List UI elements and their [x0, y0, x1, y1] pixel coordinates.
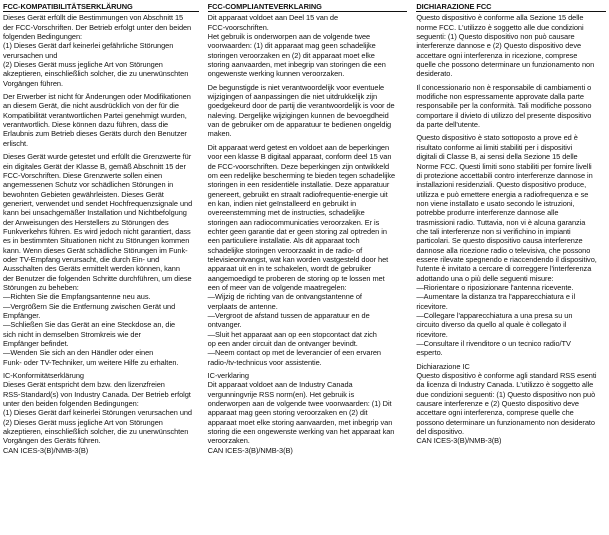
italian-modifications-notice: Il concessionario non è responsabile di cambiamenti o modifiche non espressamente approvate dalla parte responsabile per la conformità. Tali modifiche possono comportare il divieto di utilizzo del presente dispositivo da parte dell'utente.	[416, 82, 592, 130]
italian-column	[416, 2, 606, 535]
dutch-class-b-statement: Dit apparaat werd getest en voldoet aan de beperkingen voor een klasse B digitaal apparaat, conform deel 15 van de FCC-voorschriften. Deze beperkingen zijn ontwikkeld om een redelijke bescherming te bieden tegen schadelijke storingen in een residentiële installatie. Deze apparatuur genereert, gebruikt en straalt radiofrequentie-energie uit en kan, indien niet geïnstalleerd en gebruikt in overeenstemming met de instructies, schadelijke storingen aan radiocommunicaties veroorzaken. Er is echter geen garantie dat er geen storing zal optreden in een particuliere installatie. Als dit apparaat toch schadelijke storingen veroorzaakt in de radio- of televisieontvangst, wat kan worden vastgesteld door het apparaat uit en in te schakelen, wordt de gebruiker aangemoedigd te proberen de storing op te lossen met een of meer van de volgende maatregelen: —Wijzig de richting van de ontvangstantenne of verplaats de antenne. —Vergroot de afstand tussen de apparatuur en de ontvanger. —Sluit het apparaat aan op een stopcontact dat zich op een ander circuit dan de ontvanger bevindt. —Neem contact op met de leverancier of een ervaren radio-/tv-technicus voor assistentie.	[207, 142, 396, 367]
dutch-fcc-heading: FCC-COMPLIANTEVERKLARING	[207, 2, 322, 11]
italian-class-b-statement: Questo dispositivo è stato sottoposto a prove ed è risultato conforme ai limiti stabiliti per i dispositivi digitali di Classe B, ai sensi della Sezione 15 delle Norme FCC. Questi limiti sono stabiliti per fornire livelli di protezione accettabili contro interferenze dannose in installazioni residenziali. Questo dispositivo produce, utilizza e può emettere energia a radiofrequenza e se non viene installato e usato secondo le istruzioni, potrebbe produrre interferenze dannose alle trasmissioni radio. Tuttavia, non vi è alcuna garanzia che tali interferenze non si verifichino in impianti particolari. Se questo dispositivo causa interferenze dannose alla ricezione radio o televisiva, che possono essere rilevate spegnendo e riaccendendo il dispositivo, l'utente è invitato a cercare di correggere l'interferenza adottando una o più delle seguenti misure: —Riorientare o riposizionare l'antenna ricevente. —Aumentare la distanza tra l'apparecchiatura e il ricevitore. —Collegare l'apparecchiatura a una presa su un circuito diverso da quello al quale è collegato il ricevitore. —Consultare il rivenditore o un tecnico radio/TV esperto.	[416, 133, 597, 358]
dutch-modifications-notice: De begunstigde is niet verantwoordelijk voor eventuele wijzigingen of aanpassingen die niet uitdrukkelijk zijn goedgekeurd door de partij die verantwoordelijk is voor de naleving. Dergelijke wijzigingen kunnen de bevoegdheid van de gebruiker om de apparatuur te bedienen ongeldig maken.	[207, 82, 395, 139]
heading-rule	[3, 11, 199, 12]
german-fcc-intro: Dieses Gerät erfüllt die Bestimmungen von Abschnitt 15 der FCC-Vorschriften. Der Betrieb erfolgt unter den beiden folgenden Bedingungen: (1) Dieses Gerät darf keinerlei gefährliche Störungen verursachen und (2) Dieses Gerät muss jegliche Art von Störungen akzeptieren, einschließlich solcher, die zu unerwünschten Vorgängen führen.	[3, 13, 192, 88]
german-ic-statement: IC-Konformitätserklärung Dieses Gerät entspricht dem bzw. den lizenzfreien RSS-Standard(s) von Industry Canada. Der Betrieb erfolgt unter den beiden folgenden Bedingungen: (1) Dieses Gerät darf keinerlei Störungen verursachen und (2) Dieses Gerät muss jegliche Art von Störungen akzeptieren, einschließlich solcher, die zu unerwünschten Vorgängen des Geräts führen. CAN ICES-3(B)/NMB-3(B)	[3, 371, 192, 455]
german-fcc-heading: FCC-KOMPATIBILITÄTSERKLÄRUNG	[3, 2, 133, 11]
italian-fcc-intro: Questo dispositivo è conforme alla Sezione 15 delle norme FCC. L'utilizzo è soggetto alle due condizioni seguenti: (1) Questo dispositivo non può causare interferenze dannose e (2) Questo dispositivo deve accettare ogni interferenza in ricezione, comprese quelle che possono determinare un funzionamento non desiderato.	[416, 13, 595, 79]
heading-rule	[208, 11, 408, 12]
german-modifications-notice: Der Erwerber ist nicht für Änderungen oder Modifikationen an diesem Gerät, die nicht ausdrücklich von der für die Kompatibilität verantwortlichen Partei genehmigt wurden, verantwortlich. Diese können dazu führen, dass die Erlaubnis zum Betrieb dieses Geräts durch den Benutzer erlischt.	[3, 92, 191, 148]
heading-rule	[416, 11, 606, 12]
german-column	[3, 2, 199, 535]
italian-ic-statement: Dichiarazione IC Questo dispositivo è conforme agli standard RSS esenti da licenza di Industry Canada. L'utilizzo è soggetto alle due condizioni seguenti: (1) Questo dispositivo non può causare interferenze e (2) Questo dispositivo deve accettare ogni interferenza, comprese quelle che possono determinare un funzionamento non desiderato del dispositivo. CAN ICES-3(B)/NMB-3(B)	[416, 361, 597, 446]
german-class-b-statement: Dieses Gerät wurde getestet und erfüllt die Grenzwerte für ein digitales Gerät der Klasse B, gemäß Abschnitt 15 der FCC-Vorschriften. Diese Grenzwerte sollen einen angemessenen Schutz vor schädlichen Störungen in bewohnten Gebieten gewährleisten. Dieses Gerät generiert, verwendet und sendet Hochfrequenzsignale und kann bei unsachgemäßer Installation und Nichtbefolgung der Anweisungen des Herstellers zu Störungen des Funkverkehrs führen. Es wird jedoch nicht garantiert, dass es in bestimmten Situationen nicht zu Störungen kommen kann. Wenn dieses Gerät schädliche Störungen im Funk- oder TV-Empfang verursacht, die durch Ein- und Ausschalten des Geräts ermittelt werden können, kann der Benutzer die folgenden Schritte durchführen, um diese Störungen zu beheben: —Richten Sie die Empfangsantenne neu aus. —Vergrößern Sie die Entfernung zwischen Gerät und Empfänger. —Schließen Sie das Gerät an eine Steckdose an, die sich nicht in demselben Stromkreis wie der Empfänger befindet. —Wenden Sie sich an den Händler oder einen Funk- oder TV-Techniker, um weitere Hilfe zu erhalten.	[3, 152, 193, 367]
dutch-column	[208, 2, 408, 535]
dutch-fcc-intro: Dit apparaat voldoet aan Deel 15 van de FCC-voorschriften. Het gebruik is onderworpen aan de volgende twee voorwaarden: (1) dit apparaat mag geen schadelijke storingen veroorzaken en (2) dit apparaat moet elke storing aanvaarden, met inbegrip van storingen die een ongewenste werking kunnen veroorzaken.	[207, 13, 386, 79]
italian-fcc-heading: DICHIARAZIONE FCC	[416, 2, 492, 11]
dutch-ic-statement: IC-verklaring Dit apparaat voldoet aan de Industry Canada vergunningvrije RSS norm(en). Het gebruik is onderworpen aan de volgende twee voorwaarden: (1) Dit apparaat mag geen storing veroorzaken en (2) dit apparaat moet elke storing aanvaarden, met inbegrip van storing die een ongewenste werking van het apparaat kan veroorzaken. CAN ICES-3(B)/NMB-3(B)	[207, 371, 395, 455]
